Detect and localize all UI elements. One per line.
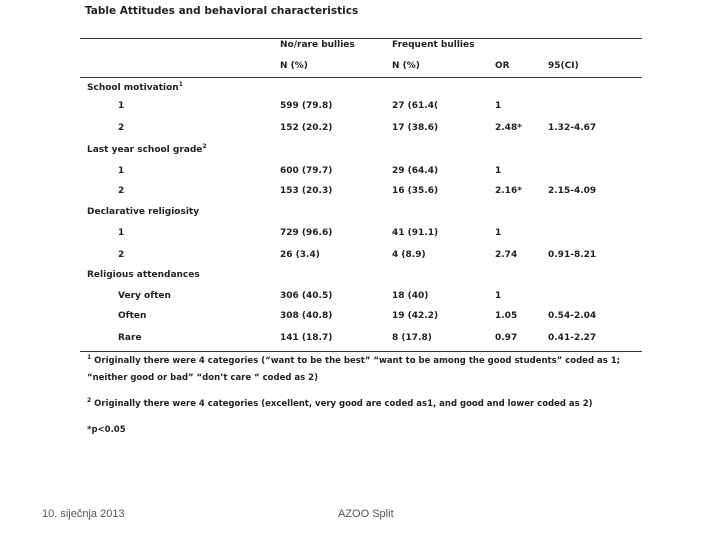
header-no-rare: No/rare bullies <box>280 40 355 50</box>
section-label: School motivation$^1$ <box>87 81 183 93</box>
table-header-rule <box>80 77 642 78</box>
footer-date: 10. siječnja 2013 <box>42 508 125 520</box>
table-bottom-rule <box>80 351 642 352</box>
row-label: Often <box>118 311 147 321</box>
cell-or: 0.97 <box>495 333 518 343</box>
cell-no-rare: 308 (40.8) <box>280 311 333 321</box>
row-label: 2 <box>118 123 125 133</box>
header-or: OR <box>495 61 510 71</box>
footnote-significance: *p<0.05 <box>87 425 126 435</box>
cell-no-rare: 729 (96.6) <box>280 228 333 238</box>
cell-ci: 0.54-2.04 <box>548 311 597 321</box>
section-label: Religious attendances <box>87 270 200 280</box>
cell-frequent: 41 (91.1) <box>392 228 439 238</box>
cell-frequent: 27 (61.4( <box>392 101 439 111</box>
cell-ci: 1.32-4.67 <box>548 123 597 133</box>
cell-or: 1.05 <box>495 311 518 321</box>
cell-ci: 2.15-4.09 <box>548 186 597 196</box>
attitudes-table <box>70 0 650 470</box>
cell-or: 1 <box>495 291 502 301</box>
header-ci: 95(CI) <box>548 61 579 71</box>
row-label: 1 <box>118 101 125 111</box>
cell-frequent: 4 (8.9) <box>392 250 426 260</box>
cell-or: 2.16* <box>495 186 522 196</box>
cell-frequent: 16 (35.6) <box>392 186 439 196</box>
cell-no-rare: 306 (40.5) <box>280 291 333 301</box>
cell-frequent: 29 (64.4) <box>392 166 439 176</box>
cell-or: 1 <box>495 166 502 176</box>
row-label: 1 <box>118 228 125 238</box>
cell-no-rare: 26 (3.4) <box>280 250 320 260</box>
cell-or: 2.48* <box>495 123 522 133</box>
cell-ci: 0.91-8.21 <box>548 250 597 260</box>
header-n-pct-1: N (%) <box>280 61 308 71</box>
table-title: Table Attitudes and behavioral characteristics <box>85 5 359 17</box>
cell-no-rare: 152 (20.2) <box>280 123 333 133</box>
cell-frequent: 18 (40) <box>392 291 429 301</box>
row-label: Rare <box>118 333 142 343</box>
section-label: Declarative religiosity <box>87 207 200 217</box>
row-label: 1 <box>118 166 125 176</box>
section-label: Last year school grade$^2$ <box>87 143 207 155</box>
cell-or: 1 <box>495 228 502 238</box>
row-label: 2 <box>118 250 125 260</box>
cell-no-rare: 600 (79.7) <box>280 166 333 176</box>
footnote-2: $^2$ Originally there were 4 categories (excellent, very good are coded as1, and good and lower coded as 2) <box>87 397 593 409</box>
cell-frequent: 19 (42.2) <box>392 311 439 321</box>
cell-no-rare: 599 (79.8) <box>280 101 333 111</box>
footer-source: AZOO Split <box>338 508 394 520</box>
row-label: Very often <box>118 291 171 301</box>
cell-frequent: 17 (38.6) <box>392 123 439 133</box>
cell-or: 2.74 <box>495 250 518 260</box>
cell-no-rare: 153 (20.3) <box>280 186 333 196</box>
cell-ci: 0.41-2.27 <box>548 333 597 343</box>
cell-no-rare: 141 (18.7) <box>280 333 333 343</box>
footnote-1: $^1$ Originally there were 4 categories (“want to be the best” “want to be among the good students” coded as 1; <box>87 354 621 366</box>
header-frequent: Frequent bullies <box>392 40 475 50</box>
row-label: 2 <box>118 186 125 196</box>
footnote-1-continued: “neither good or bad” “don’t care “ coded as 2) <box>87 373 318 383</box>
cell-or: 1 <box>495 101 502 111</box>
table-top-rule <box>80 38 642 39</box>
header-n-pct-2: N (%) <box>392 61 420 71</box>
cell-frequent: 8 (17.8) <box>392 333 432 343</box>
